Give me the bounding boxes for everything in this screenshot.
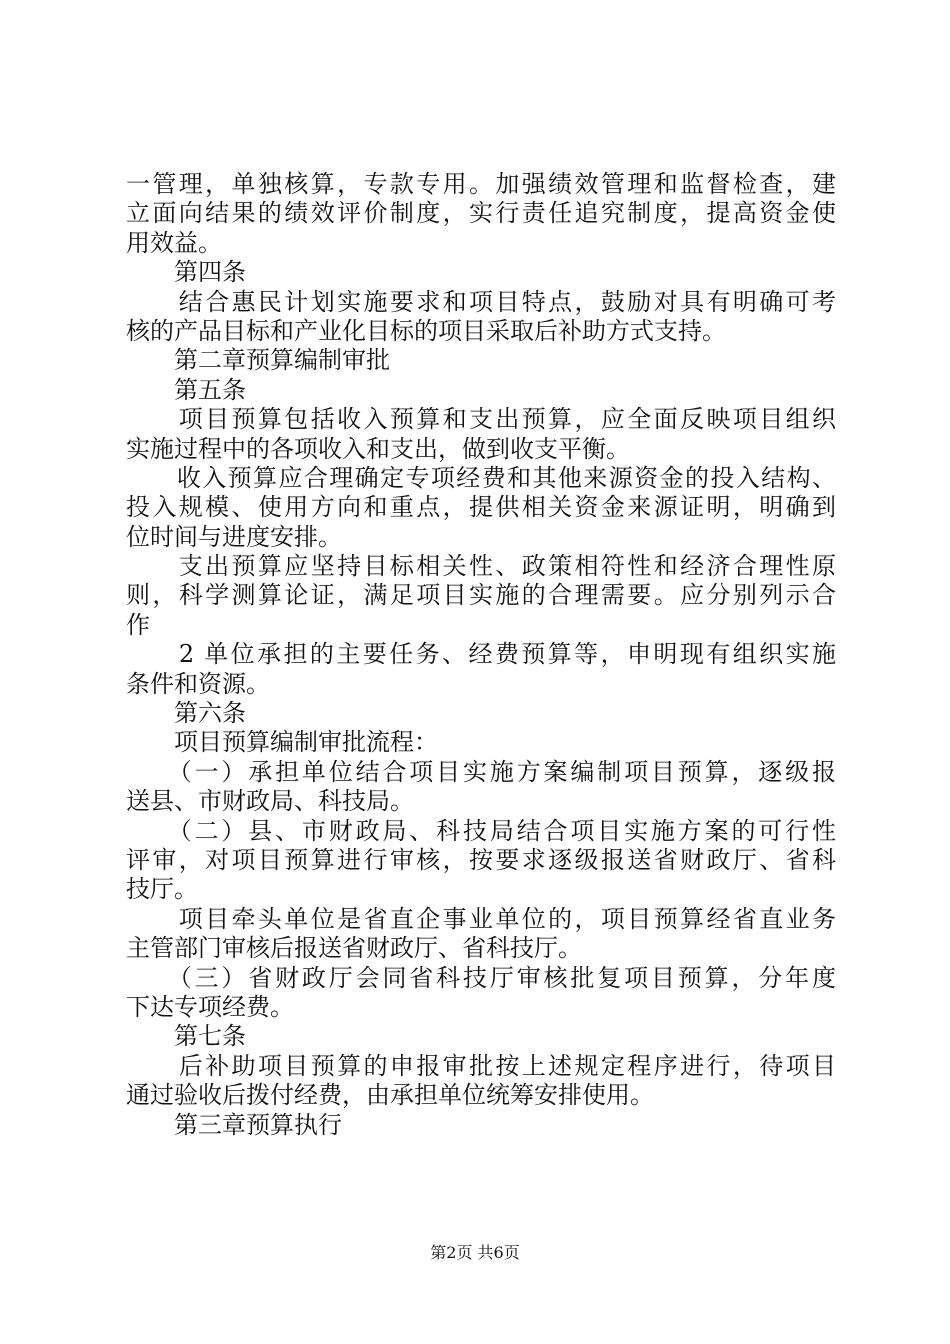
text-line: 第三章预算执行 — [126, 1110, 342, 1139]
text-line: 技厅。 — [126, 875, 198, 904]
text-line: 收入预算应合理确定专项经费和其他来源资金的投入结构、 — [126, 463, 836, 492]
text-line: （二）县、市财政局、科技局结合项目实施方案的可行性 — [126, 816, 836, 845]
text-line: 支出预算应坚持目标相关性、政策相符性和经济合理性原 — [126, 552, 836, 581]
page-footer — [0, 1243, 950, 1263]
text-line: 2 单位承担的主要任务、经费预算等，申明现有组织实施 — [126, 640, 836, 669]
text-line: 则，科学测算论证，满足项目实施的合理需要。应分别列示合 — [126, 581, 836, 610]
text-line: 条件和资源。 — [126, 669, 270, 698]
text-line: 投入规模、使用方向和重点，提供相关资金来源证明，明确到 — [126, 493, 836, 522]
text-line: （一）承担单位结合项目实施方案编制项目预算，逐级报 — [126, 757, 836, 786]
text-line: 第七条 — [126, 1022, 246, 1051]
text-line: 用效益。 — [126, 228, 222, 257]
text-line: 立面向结果的绩效评价制度，实行责任追究制度，提高资金使 — [126, 199, 836, 228]
text-line: 第六条 — [126, 699, 246, 728]
text-line: 通过验收后拨付经费，由承担单位统筹安排使用。 — [126, 1081, 654, 1110]
text-line: 第二章预算编制审批 — [126, 346, 390, 375]
text-line: 送县、市财政局、科技局。 — [126, 787, 414, 816]
body-text — [126, 170, 836, 1140]
text-line: 主管部门审核后报送省财政厅、省科技厅。 — [126, 934, 582, 963]
text-line: 第五条 — [126, 375, 246, 404]
text-line: 一管理，单独核算，专款专用。加强绩效管理和监督检查，建 — [126, 170, 836, 198]
text-line: 位时间与进度安排。 — [126, 522, 342, 551]
page-number: 第2页 共6页 — [430, 1243, 520, 1262]
text-line: 第四条 — [126, 258, 246, 287]
text-line: 核的产品目标和产业化目标的项目采取后补助方式支持。 — [126, 316, 726, 345]
text-line: 评审，对项目预算进行审核，按要求逐级报送省财政厅、省科 — [126, 845, 836, 874]
text-line: （三）省财政厅会同省科技厅审核批复项目预算，分年度 — [126, 963, 836, 992]
text-line: 结合惠民计划实施要求和项目特点，鼓励对具有明确可考 — [126, 287, 836, 316]
text-line: 项目牵头单位是省直企事业单位的，项目预算经省直业务 — [126, 904, 836, 933]
text-line: 下达专项经费。 — [126, 992, 294, 1021]
text-line: 项目预算编制审批流程： — [126, 728, 438, 757]
text-line: 作 — [126, 610, 150, 639]
text-line: 实施过程中的各项收入和支出，做到收支平衡。 — [126, 434, 630, 463]
text-line: 项目预算包括收入预算和支出预算，应全面反映项目组织 — [126, 405, 836, 434]
text-line: 后补助项目预算的申报审批按上述规定程序进行，待项目 — [126, 1051, 836, 1080]
